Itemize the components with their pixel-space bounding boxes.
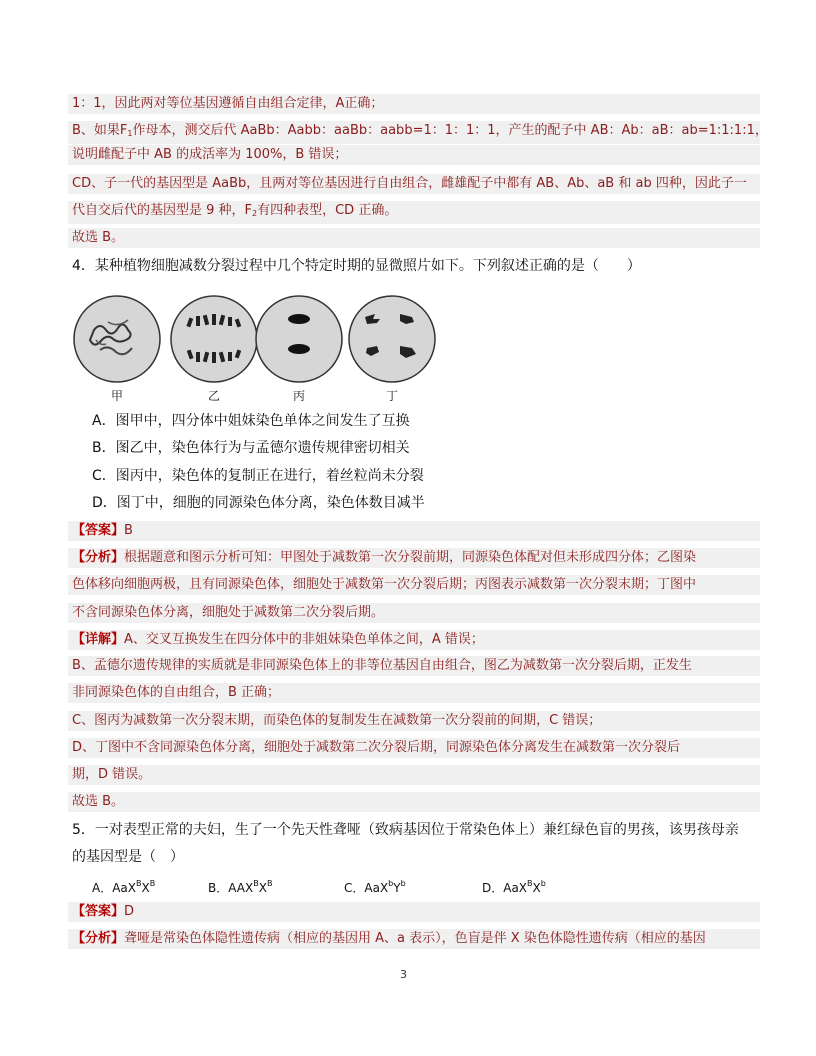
q5-options	[92, 874, 546, 898]
answer-line: 1：1，因此两对等位基因遵循自由组合定律，A正确；	[68, 94, 760, 114]
answer-line: 代自交后代的基因型是 9 种，$F_2$有四种表型，CD 正确。	[68, 201, 760, 224]
analysis-line: 【分析】根据题意和图示分析可知：甲图处于减数第一次分裂前期，同源染色体配对但未形成四分体；乙图染	[68, 548, 760, 568]
analysis-line: 色体移向细胞两极，且有同源染色体，细胞处于减数第一次分裂后期；丙图表示减数第一次分裂末期；丁图中	[68, 575, 760, 595]
q5-option-d: D．$AaX^BX^b$	[482, 879, 546, 895]
detail-line: 非同源染色体的自由组合，B 正确；	[68, 683, 760, 703]
answer-line: 故选 B。	[68, 228, 760, 248]
answer-line: 【答案】B	[68, 521, 760, 541]
detail-line: C、图丙为减数第一次分裂末期，而染色体的复制发生在减数第一次分裂前的间期，C 错误；	[68, 711, 760, 731]
q5-option-c: C．$AaX^bY^b$	[344, 879, 406, 895]
answer-line: 说明雌配子中 AB 的成活率为 100%，B 错误；	[68, 145, 760, 165]
micrograph-figure	[72, 292, 442, 387]
question-5-stem: 5．一对表型正常的夫妇，生了一个先天性聋哑（致病基因位于常染色体上）兼红绿色盲的男孩，该男孩母亲	[72, 822, 739, 838]
cell-jia-image	[74, 296, 160, 382]
analysis-line: 不含同源染色体分离，细胞处于减数第二次分裂后期。	[68, 603, 760, 623]
option-c: C．图丙中，染色体的复制正在进行，着丝粒尚未分裂	[92, 468, 424, 484]
option-a: A．图甲中，四分体中姐妹染色单体之间发生了互换	[92, 413, 410, 429]
cell-label-jia: 甲	[110, 389, 123, 403]
detail-line: D、丁图中不含同源染色体分离，细胞处于减数第二次分裂后期，同源染色体分离发生在减数第一次分裂后	[68, 738, 760, 758]
page-number: 3	[400, 968, 407, 981]
question-5-stem: 的基因型是（ ）	[72, 849, 184, 865]
cell-ding-image	[349, 296, 435, 382]
conclusion-line: 故选 B。	[68, 792, 760, 812]
question-4-stem: 4．某种植物细胞减数分裂过程中几个特定时期的显微照片如下。下列叙述正确的是（ ）	[72, 258, 641, 274]
analysis-line: 【分析】聋哑是常染色体隐性遗传病（相应的基因用 A、a 表示），色盲是伴 X 染色体隐性遗传病（相应的基因	[68, 929, 760, 949]
detail-line: 【详解】A、交叉互换发生在四分体中的非姐妹染色单体之间，A 错误；	[68, 630, 760, 650]
detail-line: 期，D 错误。	[68, 765, 760, 785]
cell-bing-image	[256, 296, 342, 382]
cell-label-yi: 乙	[207, 389, 220, 403]
option-b: B．图乙中，染色体行为与孟德尔遗传规律密切相关	[92, 440, 410, 456]
q5-option-a: A．$AaX^BX^B$	[92, 879, 156, 895]
option-d: D．图丁中，细胞的同源染色体分离，染色体数目减半	[92, 495, 425, 511]
cell-label-bing: 丙	[292, 389, 305, 403]
cell-micrographs	[72, 292, 442, 404]
answer-line: B、如果$F_1$作母本，测交后代 AaBb：Aabb：aaBb：aabb=1：1：1：1，产生的配子中 AB：Ab：aB：ab=1:1:1:1，	[68, 121, 760, 144]
answer-line: CD、子一代的基因型是 AaBb，且两对等位基因进行自由组合，雌雄配子中都有 AB、Ab、aB 和 ab 四种，因此子一	[68, 174, 760, 194]
cell-yi-image	[171, 296, 257, 382]
detail-line: B、孟德尔遗传规律的实质就是非同源染色体上的非等位基因自由组合，图乙为减数第一次分裂后期，正发生	[68, 656, 760, 676]
q5-option-b: B．$AAX^BX^B$	[208, 879, 273, 895]
cell-label-ding: 丁	[385, 389, 398, 403]
answer-line: 【答案】D	[68, 902, 760, 922]
